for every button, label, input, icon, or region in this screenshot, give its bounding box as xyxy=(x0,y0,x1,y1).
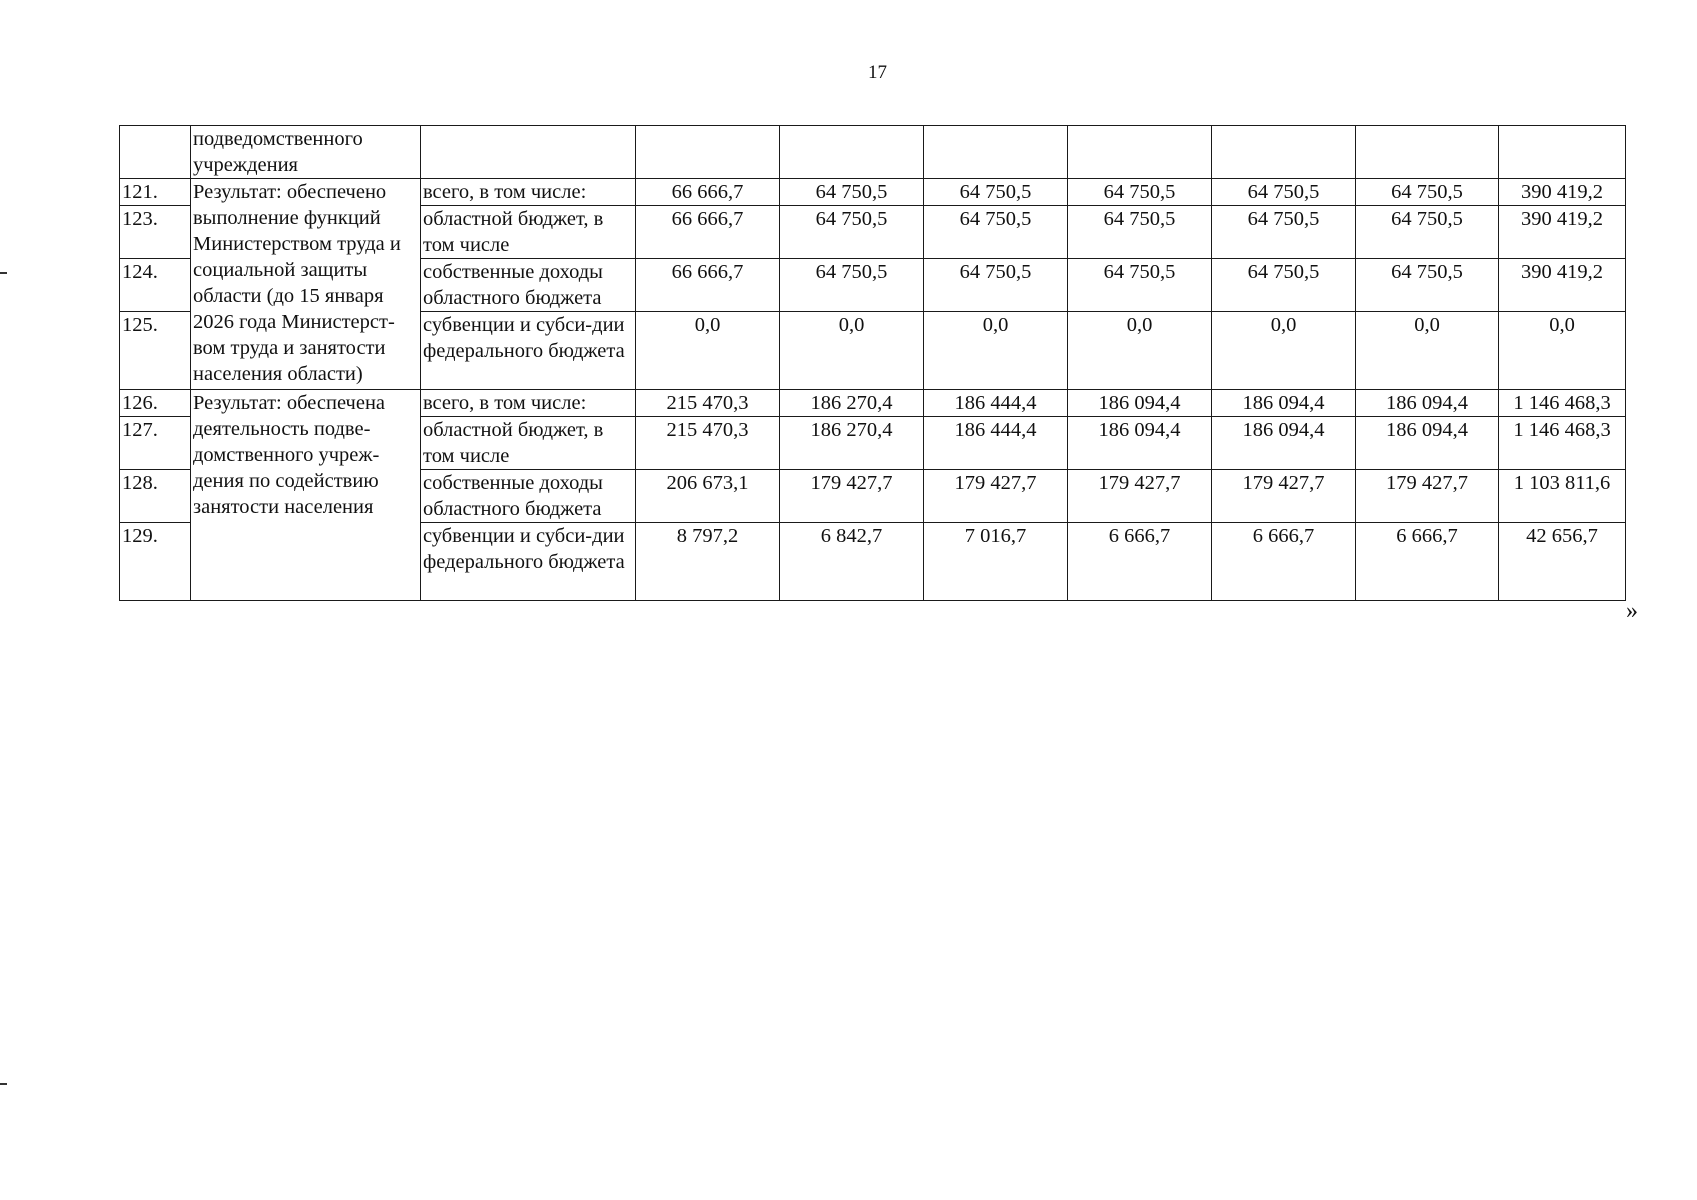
row-number: 128. xyxy=(120,470,191,523)
value-cell: 179 427,7 xyxy=(1356,470,1499,523)
table-row xyxy=(120,390,1626,417)
value-cell-empty xyxy=(636,126,780,179)
funding-source-cell: областной бюджет, в том числе xyxy=(421,206,636,259)
page-number: 17 xyxy=(868,62,887,83)
value-cell: 0,0 xyxy=(1499,312,1626,390)
funding-source-cell: собственные доходы областного бюджета xyxy=(421,259,636,312)
value-cell: 6 842,7 xyxy=(780,523,924,601)
value-cell: 179 427,7 xyxy=(924,470,1068,523)
value-cell: 64 750,5 xyxy=(1356,206,1499,259)
value-cell: 6 666,7 xyxy=(1356,523,1499,601)
value-cell-empty xyxy=(1068,126,1212,179)
margin-mark xyxy=(0,272,7,274)
value-cell: 64 750,5 xyxy=(780,179,924,206)
row-number: 126. xyxy=(120,390,191,417)
value-cell: 186 094,4 xyxy=(1068,390,1212,417)
value-cell: 42 656,7 xyxy=(1499,523,1626,601)
value-cell: 64 750,5 xyxy=(1356,179,1499,206)
value-cell: 186 270,4 xyxy=(780,390,924,417)
value-cell: 64 750,5 xyxy=(1068,179,1212,206)
value-cell: 390 419,2 xyxy=(1499,179,1626,206)
table-body xyxy=(120,126,1626,601)
value-cell: 8 797,2 xyxy=(636,523,780,601)
funding-source-cell: всего, в том числе: xyxy=(421,179,636,206)
value-cell: 64 750,5 xyxy=(1212,179,1356,206)
value-cell: 1 146 468,3 xyxy=(1499,417,1626,470)
value-cell: 186 094,4 xyxy=(1356,390,1499,417)
value-cell: 6 666,7 xyxy=(1212,523,1356,601)
row-number: 123. xyxy=(120,206,191,259)
result-cell: Результат: обеспечено выполнение функций Министерством труда и социальной защиты области (до 15 января 2026 года Министерст-вом труда и занятости населения области) xyxy=(191,179,421,390)
value-cell: 206 673,1 xyxy=(636,470,780,523)
value-cell: 64 750,5 xyxy=(780,259,924,312)
value-cell-empty xyxy=(1499,126,1626,179)
value-cell: 186 094,4 xyxy=(1068,417,1212,470)
funding-source-cell: собственные доходы областного бюджета xyxy=(421,470,636,523)
value-cell: 0,0 xyxy=(1356,312,1499,390)
value-cell: 179 427,7 xyxy=(780,470,924,523)
value-cell: 0,0 xyxy=(780,312,924,390)
value-cell: 390 419,2 xyxy=(1499,206,1626,259)
value-cell: 186 444,4 xyxy=(924,390,1068,417)
continuation-row xyxy=(120,126,1626,179)
value-cell: 64 750,5 xyxy=(1356,259,1499,312)
value-cell: 64 750,5 xyxy=(1068,206,1212,259)
value-cell: 64 750,5 xyxy=(780,206,924,259)
margin-mark xyxy=(0,1083,7,1085)
value-cell-empty xyxy=(924,126,1068,179)
funding-source-cell: субвенции и субси-дии федерального бюджета xyxy=(421,312,636,390)
value-cell: 1 146 468,3 xyxy=(1499,390,1626,417)
value-cell: 0,0 xyxy=(1212,312,1356,390)
value-cell: 0,0 xyxy=(636,312,780,390)
source-cell-empty xyxy=(421,126,636,179)
value-cell: 390 419,2 xyxy=(1499,259,1626,312)
value-cell: 215 470,3 xyxy=(636,390,780,417)
value-cell: 6 666,7 xyxy=(1068,523,1212,601)
value-cell: 186 094,4 xyxy=(1212,417,1356,470)
value-cell: 1 103 811,6 xyxy=(1499,470,1626,523)
value-cell: 186 444,4 xyxy=(924,417,1068,470)
value-cell: 7 016,7 xyxy=(924,523,1068,601)
closing-quote: » xyxy=(1626,598,1638,624)
value-cell: 179 427,7 xyxy=(1068,470,1212,523)
funding-source-cell: субвенции и субси-дии федерального бюджета xyxy=(421,523,636,601)
value-cell-empty xyxy=(1212,126,1356,179)
value-cell: 66 666,7 xyxy=(636,206,780,259)
row-number: 129. xyxy=(120,523,191,601)
value-cell: 64 750,5 xyxy=(924,179,1068,206)
row-number: 124. xyxy=(120,259,191,312)
value-cell-empty xyxy=(1356,126,1499,179)
row-number: 127. xyxy=(120,417,191,470)
value-cell: 0,0 xyxy=(1068,312,1212,390)
value-cell: 64 750,5 xyxy=(1212,259,1356,312)
value-cell-empty xyxy=(780,126,924,179)
value-cell: 64 750,5 xyxy=(924,259,1068,312)
value-cell: 186 094,4 xyxy=(1212,390,1356,417)
value-cell: 186 270,4 xyxy=(780,417,924,470)
num-cell-empty xyxy=(120,126,191,179)
value-cell: 64 750,5 xyxy=(1212,206,1356,259)
value-cell: 64 750,5 xyxy=(924,206,1068,259)
value-cell: 215 470,3 xyxy=(636,417,780,470)
value-cell: 186 094,4 xyxy=(1356,417,1499,470)
result-cell: подведомственного учреждения xyxy=(191,126,421,179)
table-row xyxy=(120,179,1626,206)
value-cell: 0,0 xyxy=(924,312,1068,390)
funding-source-cell: областной бюджет, в том числе xyxy=(421,417,636,470)
value-cell: 66 666,7 xyxy=(636,179,780,206)
value-cell: 66 666,7 xyxy=(636,259,780,312)
row-number: 121. xyxy=(120,179,191,206)
value-cell: 64 750,5 xyxy=(1068,259,1212,312)
value-cell: 179 427,7 xyxy=(1212,470,1356,523)
budget-table xyxy=(119,125,1626,601)
result-cell: Результат: обеспечена деятельность подве-домственного учреж-дения по содействию занятости населения xyxy=(191,390,421,601)
funding-source-cell: всего, в том числе: xyxy=(421,390,636,417)
row-number: 125. xyxy=(120,312,191,390)
